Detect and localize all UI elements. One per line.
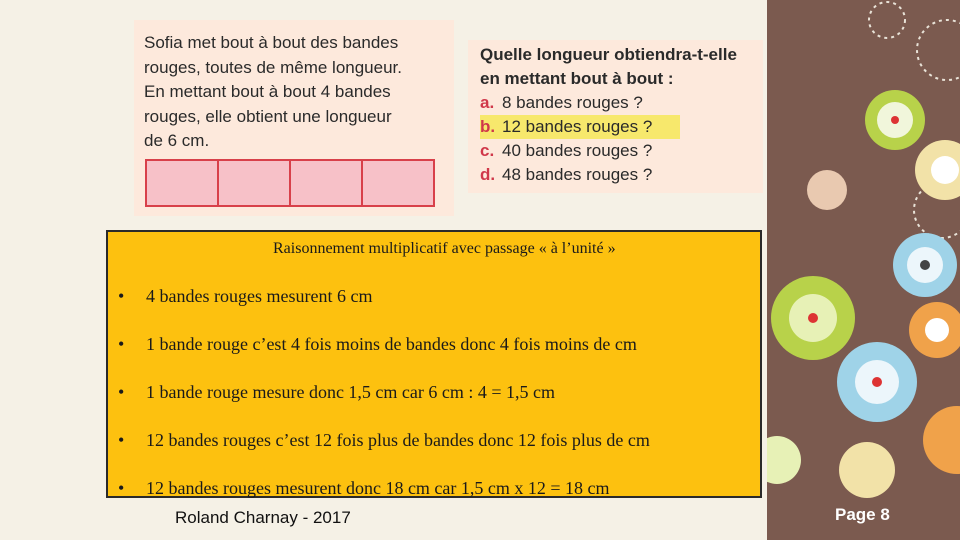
reasoning-item [118,334,637,355]
decorative-flower-panel [767,0,960,540]
question-option-a [480,91,737,115]
option-text: 40 bandes rouges ? [502,141,653,160]
problem-line: Sofia met bout à bout des bandes [144,33,399,52]
question-card [468,40,763,193]
bullet-icon: • [118,334,125,354]
option-letter: d. [480,165,496,184]
question-title-line: Quelle longueur obtiendra-t-elle [480,45,737,64]
reasoning-item-text: 12 bandes rouges mesurent donc 18 cm car 1,5 cm x 12 = 18 cm [146,478,610,498]
red-strip [289,159,363,207]
question-option-d [480,163,737,187]
bullet-icon: • [118,382,125,402]
red-strips-diagram [145,159,435,207]
reasoning-item-text: 1 bande rouge mesure donc 1,5 cm car 6 cm : 4 = 1,5 cm [146,382,556,402]
question-option-c [480,139,737,163]
option-letter: a. [480,93,495,112]
problem-line: de 6 cm. [144,131,210,150]
red-strip [145,159,219,207]
option-letter: c. [480,141,495,160]
option-letter: b. [480,117,496,136]
option-text: 8 bandes rouges ? [502,93,643,112]
problem-line: En mettant bout à bout 4 bandes [144,82,391,101]
red-strip [361,159,435,207]
reasoning-item [118,382,555,403]
problem-statement-card [134,20,454,216]
reasoning-box [106,230,762,498]
red-strip [217,159,291,207]
option-text: 12 bandes rouges ? [502,117,653,136]
reasoning-item-text: 12 bandes rouges c’est 12 fois plus de bandes donc 12 fois plus de cm [146,430,650,450]
question-title-line: en mettant bout à bout : [480,69,674,88]
question-option-b-highlighted [480,115,680,139]
reasoning-item [118,478,610,499]
reasoning-item [118,430,650,451]
reasoning-item-text: 4 bandes rouges mesurent 6 cm [146,286,373,306]
problem-line: rouges, toutes de même longueur. [144,57,402,77]
problem-line: rouges, elle obtient une longueur [144,106,392,126]
option-text: 48 bandes rouges ? [502,165,653,184]
author-credit: Roland Charnay - 2017 [175,508,351,527]
bullet-icon: • [118,286,125,306]
reasoning-item-text: 1 bande rouge c’est 4 fois moins de bandes donc 4 fois moins de cm [146,334,637,354]
reasoning-item [118,286,372,307]
page-number: Page 8 [835,505,890,524]
problem-statement-text [144,31,402,154]
bullet-icon: • [118,430,125,450]
reasoning-title: Raisonnement multiplicatif avec passage « à l’unité » [273,240,616,257]
bullet-icon: • [118,478,125,498]
